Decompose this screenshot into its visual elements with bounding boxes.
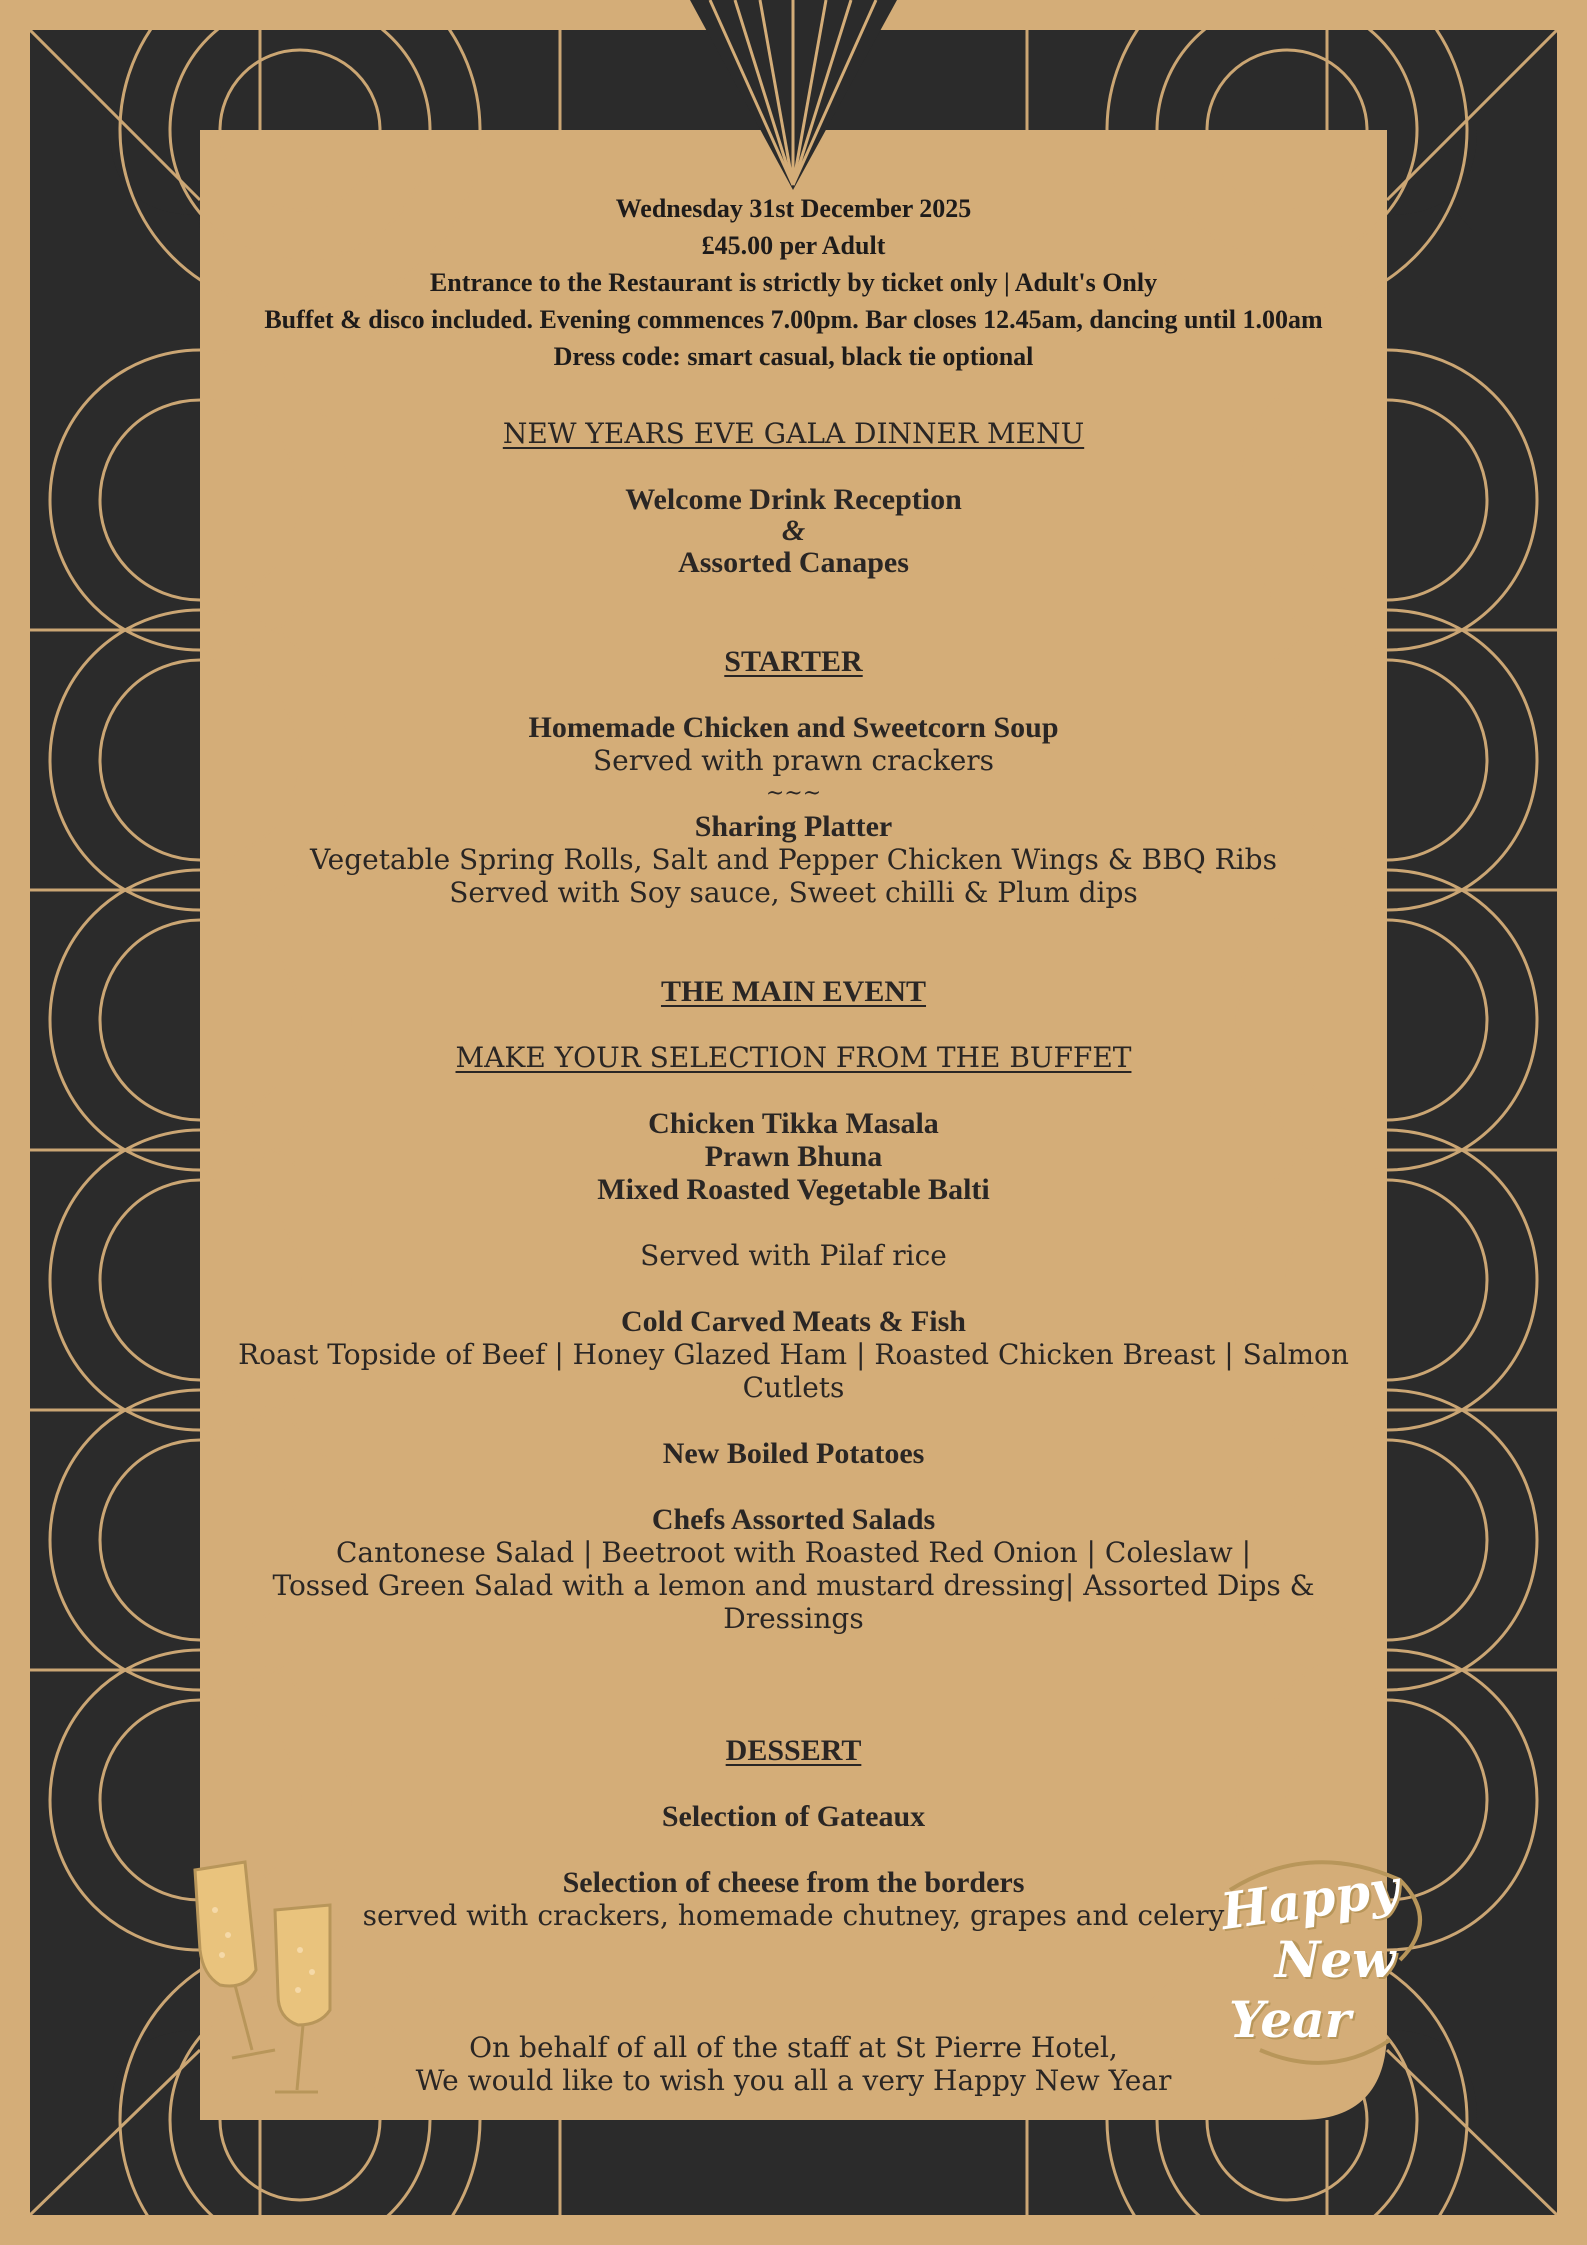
menu-content (200, 190, 1387, 2097)
starter-platter-desc: Served with Soy sauce, Sweet chilli & Plum dips (449, 876, 1138, 909)
main-curry-3: Mixed Roasted Vegetable Balti (597, 1173, 990, 1206)
closing-line-1: On behalf of all of the staff at St Pierre Hotel, (469, 2031, 1118, 2064)
main-heading: THE MAIN EVENT (660, 975, 927, 1008)
reception-line-1: Welcome Drink Reception (625, 483, 962, 516)
dessert-cheese: Selection of cheese from the borders (562, 1866, 1025, 1899)
starter-platter: Sharing Platter (694, 810, 893, 843)
menu-title: NEW YEARS EVE GALA DINNER MENU (502, 417, 1085, 450)
main-subheading: MAKE YOUR SELECTION FROM THE BUFFET (455, 1041, 1132, 1074)
dessert-gateaux: Selection of Gateaux (661, 1800, 926, 1833)
main-meats: Cold Carved Meats & Fish (621, 1305, 966, 1338)
main-salads-line-1: Cantonese Salad | Beetroot with Roasted Red Onion | Coleslaw | (335, 1536, 1252, 1569)
reception-line-2: Assorted Canapes (678, 546, 909, 579)
badge-word-new: New (1274, 1930, 1396, 1989)
dessert-cheese-desc: served with crackers, homemade chutney, grapes and celery (362, 1899, 1225, 1932)
entrance-note: Entrance to the Restaurant is strictly by ticket only | Adult's Only (429, 268, 1158, 297)
starter-heading: STARTER (724, 645, 863, 678)
starter-divider: ~~~ (765, 781, 822, 806)
main-curry-1: Chicken Tikka Masala (648, 1107, 939, 1140)
dessert-heading: DESSERT (725, 1734, 862, 1767)
event-price: £45.00 per Adult (701, 231, 886, 260)
starter-soup: Homemade Chicken and Sweetcorn Soup (528, 711, 1059, 744)
closing-line-2: We would like to wish you all a very Happy New Year (415, 2064, 1172, 2097)
main-meats-items: Roast Topside of Beef | Honey Glazed Ham | Roasted Chicken Breast | Salmon Cutlets (238, 1338, 1349, 1404)
badge-word-year: Year (1229, 1990, 1351, 2049)
badge-word-happy: Happy (1217, 1857, 1403, 1942)
dress-code: Dress code: smart casual, black tie optional (553, 342, 1034, 371)
main-curry-2: Prawn Bhuna (704, 1140, 883, 1173)
reception-ampersand: & (781, 514, 806, 547)
main-potatoes: New Boiled Potatoes (662, 1437, 925, 1470)
main-salads-line-2: Tossed Green Salad with a lemon and mustard dressing| Assorted Dips & Dressings (272, 1569, 1315, 1635)
main-salads: Chefs Assorted Salads (651, 1503, 936, 1536)
happy-new-year-badge (1200, 1857, 1420, 2070)
event-info (200, 190, 1387, 375)
starter-platter-items: Vegetable Spring Rolls, Salt and Pepper Chicken Wings & BBQ Ribs (310, 843, 1277, 876)
event-date: Wednesday 31st December 2025 (615, 194, 972, 223)
timing-note: Buffet & disco included. Evening commences 7.00pm. Bar closes 12.45am, dancing until 1.00am (264, 305, 1323, 334)
starter-soup-desc: Served with prawn crackers (592, 744, 995, 777)
main-rice: Served with Pilaf rice (640, 1239, 947, 1272)
